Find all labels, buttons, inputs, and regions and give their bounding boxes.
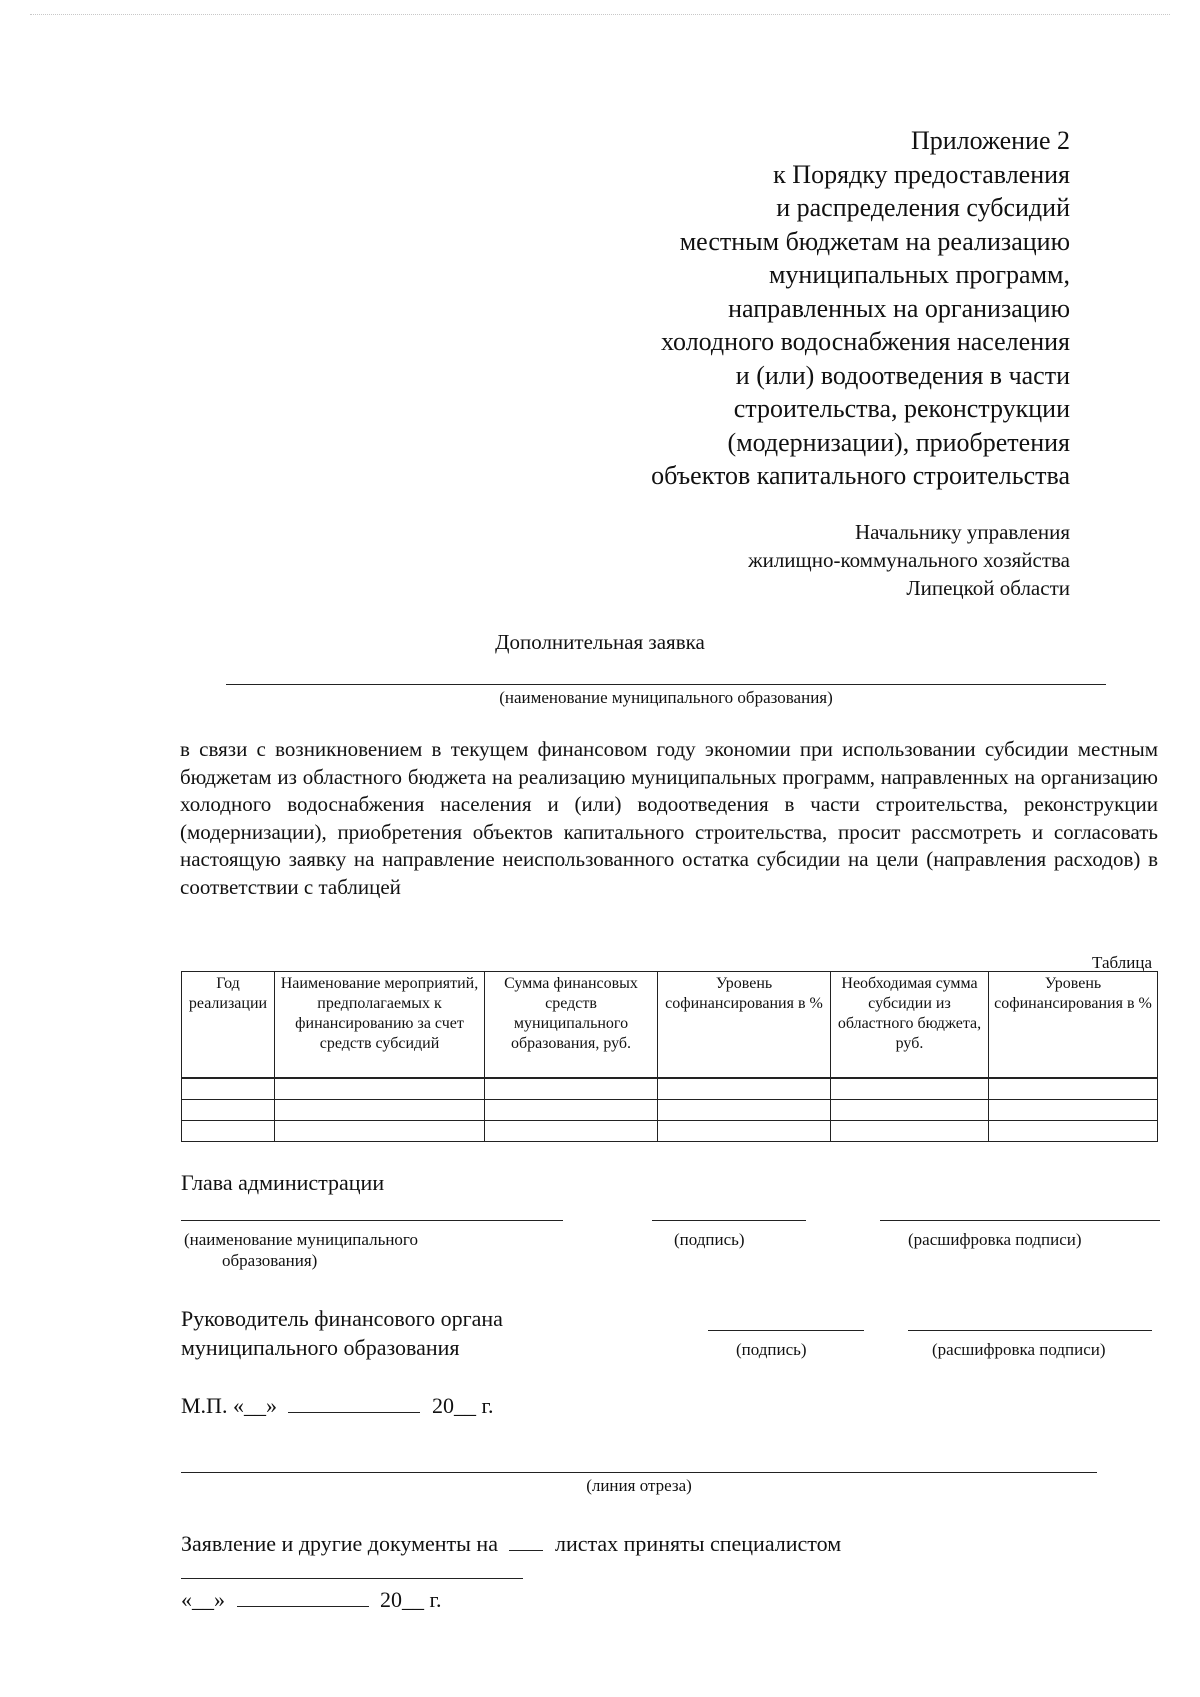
finance-signature-line [708,1330,864,1331]
appendix-line: направленных на организацию [728,293,1070,323]
table-cell[interactable] [485,1100,658,1121]
header-municipal-funds: Сумма финансовых средств муниципального образования, руб. [485,972,658,1079]
table-cell[interactable] [658,1100,831,1121]
receipt-month-blank[interactable] [237,1586,369,1607]
document-title: Дополнительная заявка [495,630,705,654]
finance-decoding-line [908,1330,1152,1331]
appendix-line: местным бюджетам на реализацию [679,226,1070,256]
table-cell[interactable] [275,1100,485,1121]
finance-title-line: Руководитель финансового органа [181,1306,503,1331]
head-decoding-caption: (расшифровка подписи) [908,1230,1082,1249]
receipt-date-prefix: «__» [181,1587,225,1612]
head-name-line [181,1220,563,1221]
receipt-text-after: листах приняты специалистом [554,1531,842,1556]
table-header-row [182,972,1158,1079]
appendix-line: муниципальных программ, [768,260,1070,289]
header-year: Год реализации [182,972,275,1079]
appendix-line: объектов капитального строительства [651,461,1070,490]
table-cell[interactable] [182,1078,275,1100]
head-decoding-line [880,1220,1160,1221]
appendix-header [651,124,1070,493]
finance-decoding-caption: (расшифровка подписи) [932,1340,1106,1359]
addressee-block [748,518,1070,602]
appendix-line: к Порядку предоставления [773,159,1070,189]
sheets-count-blank[interactable] [509,1530,543,1551]
appendix-line: строительства, реконструкции [733,394,1070,423]
table-cell[interactable] [485,1078,658,1100]
head-title: Глава администрации [181,1170,385,1195]
head-signature-line [652,1220,806,1221]
addressee-line: жилищно-коммунального хозяйства [748,548,1070,572]
header-cofinancing-level-2: Уровень софинансирования в % [989,972,1158,1079]
stamp-year: 20__ г. [431,1393,494,1418]
table-row [182,1121,1158,1142]
stamp-month-blank[interactable] [288,1392,420,1413]
stamp-date-line [181,1392,494,1419]
header-required-subsidy: Необходимая сумма субсидии из областного бюджета, руб. [831,972,989,1079]
table-cell[interactable] [182,1121,275,1142]
finance-title [181,1304,503,1362]
finance-title-line: муниципального образования [181,1335,460,1360]
table-cell[interactable] [658,1078,831,1100]
receipt-text-before: Заявление и другие документы на [181,1531,498,1556]
receipt-line [181,1530,841,1557]
table-cell[interactable] [989,1121,1158,1142]
specialist-line [181,1578,523,1579]
request-body-text: в связи с возникновением в текущем финансовом году экономии при использовании субсидии местным бюджетам из областного бюджета на реализацию муниципальных программ, направленных на организацию холодного водоснабжения населения и (или) водоотведения в части строительства, реконструкции (модернизации), приобретения объектов капитального строительства, просит рассмотреть и согласовать настоящую заявку на направление неиспользованного остатка субсидии на цели (направления расходов) в соответствии с таблицей [180,737,1158,899]
table-cell[interactable] [831,1078,989,1100]
table-cell[interactable] [831,1121,989,1142]
receipt-date-year: 20__ г. [380,1587,442,1612]
table-cell[interactable] [485,1121,658,1142]
addressee-line: Начальнику управления [854,520,1070,544]
table-cell[interactable] [989,1078,1158,1100]
cut-line [181,1472,1097,1473]
appendix-line: и (или) водоотведения в части [735,360,1070,390]
scan-edge-artifact [30,14,1170,15]
header-cofinancing-level: Уровень софинансирования в % [658,972,831,1079]
finance-signature-caption: (подпись) [736,1340,807,1359]
table-cell[interactable] [275,1078,485,1100]
subsidy-table [181,971,1158,1142]
table-label: Таблица [1092,953,1152,972]
appendix-line: и распределения субсидий [776,193,1070,222]
municipality-fill-line [226,684,1106,685]
head-signature-caption: (подпись) [674,1230,745,1249]
table-cell[interactable] [182,1100,275,1121]
appendix-line: (модернизации), приобретения [727,427,1070,457]
head-name-caption [184,1229,504,1271]
appendix-line: Приложение 2 [910,126,1070,155]
cut-line-caption: (линия отреза) [586,1476,692,1495]
table-cell[interactable] [831,1100,989,1121]
head-name-caption-line: (наименование муниципального [184,1230,418,1249]
appendix-line: холодного водоснабжения населения [661,327,1070,356]
addressee-line: Липецкой области [906,576,1070,600]
header-activities: Наименование мероприятий, предполагаемых к финансированию за счет средств субсидий [275,972,485,1079]
receipt-date-line [181,1586,442,1613]
table-row [182,1078,1158,1100]
table-row [182,1100,1158,1121]
stamp-prefix: М.П. «__» [181,1393,277,1418]
table-cell[interactable] [658,1121,831,1142]
table-cell[interactable] [275,1121,485,1142]
municipality-caption: (наименование муниципального образования) [499,688,833,707]
table-cell[interactable] [989,1100,1158,1121]
head-name-caption-line: образования) [222,1251,318,1270]
